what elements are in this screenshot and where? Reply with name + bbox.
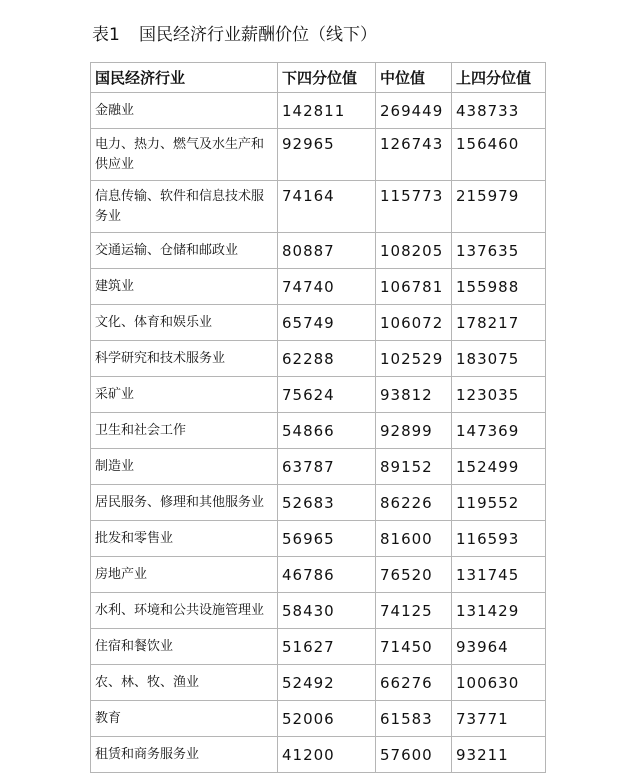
lower-quartile-cell: 56965 [278,521,376,557]
upper-quartile-cell: 131745 [452,557,546,593]
industry-cell: 科学研究和技术服务业 [91,341,278,377]
median-cell: 76520 [376,557,452,593]
median-cell: 102529 [376,341,452,377]
table-row [91,93,546,129]
lower-quartile-cell: 46786 [278,557,376,593]
lower-quartile-cell: 63787 [278,449,376,485]
header-upper-quartile: 上四分位值 [452,63,546,93]
median-cell: 81600 [376,521,452,557]
lower-quartile-cell: 80887 [278,233,376,269]
upper-quartile-cell: 178217 [452,305,546,341]
median-cell: 108205 [376,233,452,269]
table-title: 国民经济行业薪酬价位（线下） [139,25,377,45]
upper-quartile-cell: 73771 [452,701,546,737]
industry-cell: 文化、体育和娱乐业 [91,305,278,341]
lower-quartile-cell: 51627 [278,629,376,665]
table-row [91,737,546,773]
upper-quartile-cell: 147369 [452,413,546,449]
upper-quartile-cell: 116593 [452,521,546,557]
industry-cell: 水利、环境和公共设施管理业 [91,593,278,629]
header-median: 中位值 [376,63,452,93]
table-row [91,129,546,181]
industry-cell: 交通运输、仓储和邮政业 [91,233,278,269]
table-row [91,413,546,449]
upper-quartile-cell: 152499 [452,449,546,485]
table-row [91,449,546,485]
table-row [91,593,546,629]
industry-cell: 卫生和社会工作 [91,413,278,449]
industry-cell: 建筑业 [91,269,278,305]
median-cell: 86226 [376,485,452,521]
table-row [91,233,546,269]
industry-cell: 批发和零售业 [91,521,278,557]
lower-quartile-cell: 52492 [278,665,376,701]
lower-quartile-cell: 75624 [278,377,376,413]
industry-cell: 金融业 [91,93,278,129]
table-row [91,341,546,377]
lower-quartile-cell: 65749 [278,305,376,341]
industry-cell: 教育 [91,701,278,737]
lower-quartile-cell: 54866 [278,413,376,449]
median-cell: 89152 [376,449,452,485]
industry-cell: 制造业 [91,449,278,485]
median-cell: 93812 [376,377,452,413]
table-row [91,181,546,233]
industry-cell: 电力、热力、燃气及水生产和供应业 [91,129,278,181]
table-row [91,485,546,521]
median-cell: 66276 [376,665,452,701]
header-industry: 国民经济行业 [91,63,278,93]
table-number: 表1 [92,25,120,45]
table-row [91,629,546,665]
table-row [91,521,546,557]
lower-quartile-cell: 52006 [278,701,376,737]
lower-quartile-cell: 41200 [278,737,376,773]
table-row [91,305,546,341]
industry-cell: 居民服务、修理和其他服务业 [91,485,278,521]
table-row [91,557,546,593]
upper-quartile-cell: 215979 [452,181,546,233]
upper-quartile-cell: 100630 [452,665,546,701]
lower-quartile-cell: 52683 [278,485,376,521]
industry-cell: 租赁和商务服务业 [91,737,278,773]
upper-quartile-cell: 183075 [452,341,546,377]
lower-quartile-cell: 92965 [278,129,376,181]
table-row [91,665,546,701]
upper-quartile-cell: 438733 [452,93,546,129]
upper-quartile-cell: 131429 [452,593,546,629]
table-row [91,269,546,305]
header-row [91,63,546,93]
table-row [91,701,546,737]
median-cell: 106781 [376,269,452,305]
lower-quartile-cell: 58430 [278,593,376,629]
upper-quartile-cell: 93964 [452,629,546,665]
table-row [91,377,546,413]
upper-quartile-cell: 123035 [452,377,546,413]
upper-quartile-cell: 93211 [452,737,546,773]
upper-quartile-cell: 156460 [452,129,546,181]
industry-cell: 房地产业 [91,557,278,593]
upper-quartile-cell: 137635 [452,233,546,269]
median-cell: 92899 [376,413,452,449]
median-cell: 61583 [376,701,452,737]
median-cell: 71450 [376,629,452,665]
median-cell: 106072 [376,305,452,341]
industry-cell: 信息传输、软件和信息技术服务业 [91,181,278,233]
lower-quartile-cell: 74740 [278,269,376,305]
median-cell: 115773 [376,181,452,233]
table-caption [92,20,377,45]
upper-quartile-cell: 119552 [452,485,546,521]
header-lower-quartile: 下四分位值 [278,63,376,93]
upper-quartile-cell: 155988 [452,269,546,305]
salary-table [90,62,546,773]
median-cell: 57600 [376,737,452,773]
median-cell: 126743 [376,129,452,181]
lower-quartile-cell: 62288 [278,341,376,377]
median-cell: 74125 [376,593,452,629]
median-cell: 269449 [376,93,452,129]
industry-cell: 农、林、牧、渔业 [91,665,278,701]
lower-quartile-cell: 142811 [278,93,376,129]
industry-cell: 住宿和餐饮业 [91,629,278,665]
industry-cell: 采矿业 [91,377,278,413]
lower-quartile-cell: 74164 [278,181,376,233]
